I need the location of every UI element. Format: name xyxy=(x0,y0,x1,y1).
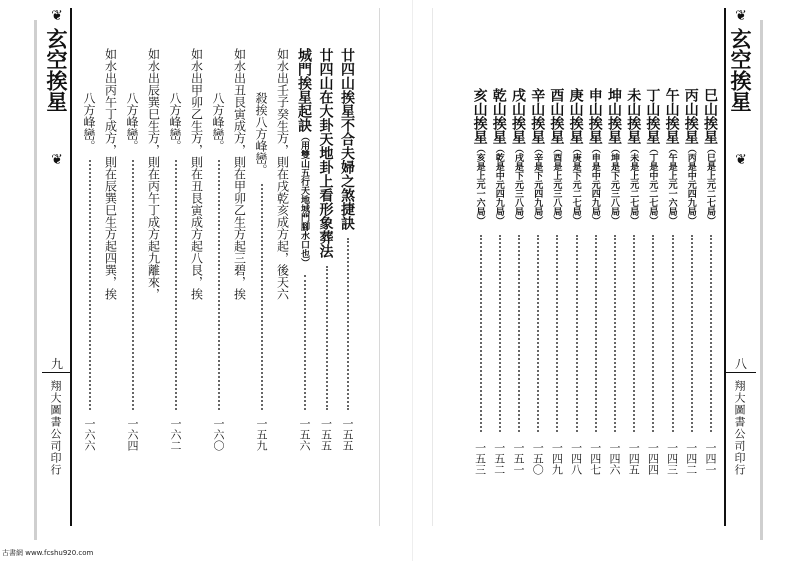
publisher-imprint: 翔大圖書公司印行 xyxy=(733,380,746,476)
page-ref: 一五一 xyxy=(512,442,525,475)
page-ref: 一五九 xyxy=(255,418,268,451)
toc-entry-note: （申是中元四九局） xyxy=(589,144,600,225)
leader-dots xyxy=(518,235,520,432)
toc-entry: 丁山挨星（丁是中元二七局） xyxy=(644,88,661,225)
page-number: 九 xyxy=(50,357,63,371)
toc-entry-note: （巳是上元二七局） xyxy=(705,144,715,225)
leader-dots xyxy=(556,235,558,432)
toc-entry: 未山挨星（未是上元二七局） xyxy=(625,88,642,225)
left-page xyxy=(42,8,380,526)
toc-entry-note: （戌是下元三八局） xyxy=(513,144,523,225)
leader-dots xyxy=(304,275,306,410)
toc-entry: 申山挨星（申是中元四九局） xyxy=(586,88,603,225)
toc-line: 如水出甲卯乙生方，則在丑艮寅成方起八艮，挨 xyxy=(189,48,204,300)
toc-line: 如水出丑艮寅成方，則在甲卯乙生方起三碧，挨 xyxy=(232,48,247,300)
leader-dots xyxy=(633,235,635,432)
page-edge xyxy=(760,20,763,540)
leader-dots xyxy=(132,160,134,410)
toc-line: 城門挨星起訣（用雙山五行天地城門腳水口也） xyxy=(296,48,312,267)
running-title: 玄空挨星 xyxy=(728,28,753,112)
page-number: 八 xyxy=(734,357,747,371)
page-ref: 一五二 xyxy=(492,442,506,475)
toc-line-note: （用雙山五行天地城門腳水口也） xyxy=(299,132,309,267)
page-ref: 一六四 xyxy=(126,418,139,451)
page-ref: 一四八 xyxy=(569,442,583,475)
page-ref: 一六二 xyxy=(169,418,182,451)
toc-entry-note: （未是上元二七局） xyxy=(628,144,639,225)
toc-line: 八方峰巒。 xyxy=(82,68,96,152)
toc-entry: 午山挨星（午是上元一六局） xyxy=(663,88,680,225)
leader-dots xyxy=(175,160,177,410)
toc-line: 八方峰巒。 xyxy=(125,68,139,152)
toc-line: 如水出丙午丁成方，則在辰巽巳生方起四巽，挨 xyxy=(103,48,118,300)
toc-entry: 庚山挨星（庚是下元二七局） xyxy=(567,88,584,225)
leader-dots xyxy=(261,184,263,410)
leader-dots xyxy=(614,235,616,432)
toc-line: 八方峰巒。 xyxy=(211,68,225,152)
band-divider xyxy=(42,372,72,373)
toc-entry-note: （午是上元一六局） xyxy=(666,144,677,225)
toc-entry-note: （酉是上元三八局） xyxy=(551,144,562,225)
leader-dots xyxy=(499,235,501,432)
cloud-ornament-icon: ❦ xyxy=(51,152,63,168)
toc-line: 廿四山在大卦天地卦上看形象葬法 xyxy=(317,48,334,258)
page-ref: 一四三 xyxy=(665,442,679,475)
toc-line: 如水出辰巽巳生方，則在丙午丁成方起九離來， xyxy=(146,48,161,300)
cloud-ornament-icon: ❦ xyxy=(51,8,63,24)
page-ref: 一四二 xyxy=(684,442,698,475)
band-divider xyxy=(726,372,756,373)
toc-entry: 巳山挨星（巳是上元二七局） xyxy=(702,88,718,225)
page-ref: 一四七 xyxy=(588,442,602,475)
leader-dots xyxy=(480,235,482,432)
page-edge xyxy=(34,20,37,540)
page-ref: 一四四 xyxy=(646,442,660,475)
toc-entry: 乾山挨星（乾是中元四九局） xyxy=(490,88,507,225)
gutter xyxy=(412,0,413,561)
running-title: 玄空挨星 xyxy=(44,28,69,112)
toc-line: 殺挨八方峰巒。 xyxy=(254,68,268,176)
toc-entry-note: （亥是上元一六局） xyxy=(474,144,485,225)
page-ref: 一四五 xyxy=(627,442,641,475)
page-ref: 一六六 xyxy=(83,418,96,451)
page-ref: 一四六 xyxy=(608,442,621,475)
right-page xyxy=(432,8,754,526)
toc-entry: 戌山挨星（戌是下元三八局） xyxy=(510,88,526,225)
site-watermark: 古書網 www.fcshu920.com xyxy=(2,549,94,557)
publisher-imprint: 翔大圖書公司印行 xyxy=(49,380,62,476)
page-ref: 一四九 xyxy=(550,442,564,475)
cloud-ornament-icon: ❦ xyxy=(735,8,747,24)
leader-dots xyxy=(326,266,328,410)
toc-entry: 酉山挨星（酉是上元三八局） xyxy=(548,88,565,225)
toc-line: 八方峰巒。 xyxy=(168,68,182,152)
toc-entry: 坤山挨星（坤是下元三八局） xyxy=(606,88,622,225)
toc-line: 廿四山挨星不合夫婦之煞捷訣 xyxy=(339,48,355,230)
leader-dots xyxy=(595,235,597,432)
toc-entry-note: （丁是中元二七局） xyxy=(647,144,658,225)
page-ref: 一六〇 xyxy=(212,418,225,451)
toc-entry-note: （庚是下元二七局） xyxy=(570,144,581,225)
leader-dots xyxy=(537,235,539,432)
toc-entry-note: （丙是中元四九局） xyxy=(685,144,696,225)
right-title-band xyxy=(724,8,754,526)
toc-entry: 亥山挨星（亥是上元一六局） xyxy=(471,88,488,225)
leader-dots xyxy=(576,235,578,432)
toc-entry-note: （坤是下元三八局） xyxy=(609,144,619,225)
page-ref: 一五五 xyxy=(341,418,354,451)
leader-dots xyxy=(347,238,349,410)
leader-dots xyxy=(652,235,654,432)
toc-line: 如水出壬子癸生方，則在戌乾亥成方起，後天六 xyxy=(275,48,290,300)
page-ref: 一五六 xyxy=(298,418,311,451)
cloud-ornament-icon: ❦ xyxy=(735,152,747,168)
left-title-band xyxy=(42,8,72,526)
page-ref: 一五〇 xyxy=(531,442,545,475)
page-ref: 一四一 xyxy=(704,442,717,475)
toc-entry: 丙山挨星（丙是中元四九局） xyxy=(682,88,699,225)
page-ref: 一五三 xyxy=(473,442,487,475)
toc-entry: 辛山挨星（辛是下元四九局） xyxy=(529,88,546,225)
toc-entry-note: （辛是下元四九局） xyxy=(532,144,543,225)
leader-dots xyxy=(672,235,674,432)
leader-dots xyxy=(218,160,220,410)
leader-dots xyxy=(691,235,693,432)
leader-dots xyxy=(89,160,91,410)
leader-dots xyxy=(710,235,712,432)
toc-entry-note: （乾是中元四九局） xyxy=(493,144,504,225)
page-ref: 一五五 xyxy=(319,418,333,451)
